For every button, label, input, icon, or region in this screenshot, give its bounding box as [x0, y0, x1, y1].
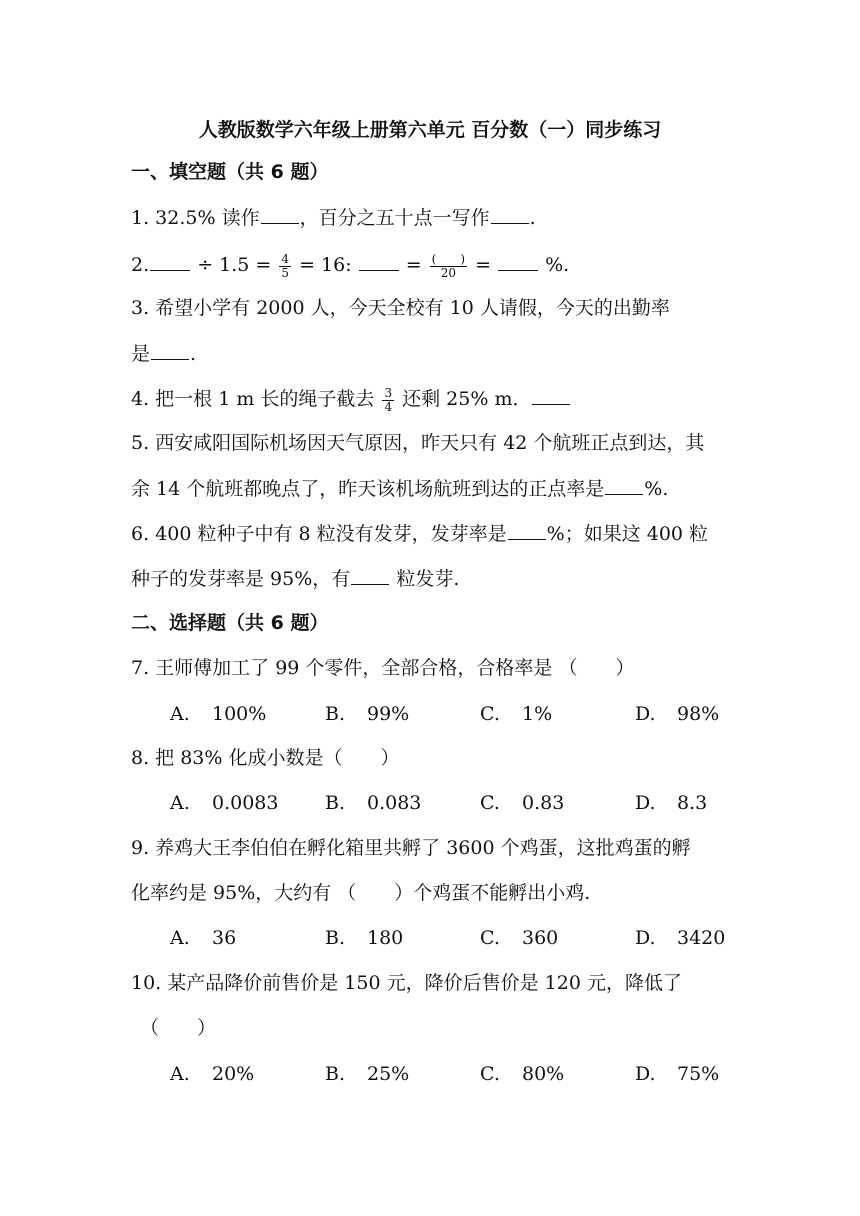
question-2 [131, 252, 569, 280]
option-value: 0.083 [367, 792, 422, 814]
question-6-text-d: 粒发芽. [390, 568, 460, 590]
question-2-text-a: 2. [131, 254, 150, 276]
option-d[interactable] [635, 791, 707, 815]
option-value: 36 [212, 927, 237, 949]
question-3-text-a: 3. 希望小学有 2000 人，今天全校有 10 人请假，今天的出勤率 [131, 297, 670, 319]
section-heading-fill-blank: 一、填空题（共 6 题） [131, 161, 329, 183]
question-3-line-2 [131, 341, 196, 366]
option-c[interactable] [480, 702, 552, 726]
option-value: 75% [677, 1063, 720, 1085]
option-letter: D. [635, 703, 656, 725]
question-6 [131, 521, 708, 546]
option-d[interactable] [635, 702, 719, 726]
answer-blank[interactable] [261, 205, 299, 224]
option-value: 1% [522, 703, 553, 725]
option-letter: A. [170, 1063, 190, 1085]
option-value: 0.0083 [212, 792, 279, 814]
question-2-text-f: %. [545, 254, 570, 276]
question-4 [131, 386, 571, 414]
option-value: 98% [677, 703, 720, 725]
question-9: 9. 养鸡大王李伯伯在孵化箱里共孵了 3600 个鸡蛋，这批鸡蛋的孵 [131, 837, 691, 859]
option-value: 3420 [677, 927, 726, 949]
section-heading-multiple-choice: 二、选择题（共 6 题） [131, 612, 329, 634]
option-a[interactable] [170, 791, 278, 815]
question-6-text-b: %；如果这 400 粒 [546, 523, 709, 545]
answer-blank[interactable] [532, 386, 570, 405]
option-a[interactable] [170, 702, 266, 726]
option-c[interactable] [480, 791, 564, 815]
option-value: 0.83 [522, 792, 565, 814]
option-value: 360 [522, 927, 559, 949]
question-7: 7. 王师傅加工了 99 个零件，全部合格，合格率是 （ ） [131, 657, 635, 679]
fraction-denominator: 5 [281, 265, 290, 280]
fraction-denominator: 20 [440, 265, 456, 280]
question-10-line-2: （ ） [140, 1017, 217, 1039]
question-9-line-2: 化率约是 95%，大约有 （ ）个鸡蛋不能孵出小鸡. [131, 882, 591, 904]
fraction-denominator: 4 [384, 399, 393, 414]
option-b[interactable] [325, 1062, 409, 1086]
option-letter: B. [325, 1063, 346, 1085]
option-b[interactable] [325, 791, 421, 815]
question-2-text-e: = [475, 254, 491, 276]
fraction-numerator: 4 [281, 251, 290, 266]
answer-blank[interactable] [508, 521, 546, 540]
question-1-text-c: . [529, 207, 536, 229]
question-5-text-b: 余 14 个航班都晚点了，昨天该机场航班到达的正点率是 [131, 478, 605, 500]
option-letter: A. [170, 792, 190, 814]
option-letter: C. [480, 1063, 500, 1085]
option-d[interactable] [635, 926, 725, 950]
option-b[interactable] [325, 702, 409, 726]
option-value: 100% [212, 703, 267, 725]
option-value: 8.3 [677, 792, 708, 814]
option-value: 99% [367, 703, 410, 725]
fraction-numerator: 3 [384, 385, 393, 400]
question-6-text-a: 6. 400 粒种子中有 8 粒没有发芽，发芽率是 [131, 523, 507, 545]
question-2-text-d: = [405, 254, 422, 276]
question-1-text-a: 1. 32.5% 读作 [131, 207, 260, 229]
question-1 [131, 205, 536, 230]
option-letter: C. [480, 703, 500, 725]
fraction [279, 253, 291, 280]
answer-blank[interactable] [351, 566, 389, 585]
question-4-text-b: 还剩 25% m． [402, 388, 532, 410]
question-10: 10. 某产品降价前售价是 150 元，降价后售价是 120 元，降低了 [131, 972, 682, 994]
question-6-line-2 [131, 566, 459, 591]
fraction-numerator: ( ) [431, 251, 466, 266]
option-value: 180 [367, 927, 404, 949]
question-3 [131, 296, 670, 320]
option-c[interactable] [480, 926, 558, 950]
question-6-text-c: 种子的发芽率是 95%，有 [131, 568, 351, 590]
question-1-text-b: ，百分之五十点一写作 [299, 207, 490, 229]
fraction [430, 253, 467, 280]
option-letter: C. [480, 792, 500, 814]
option-letter: D. [635, 927, 656, 949]
option-c[interactable] [480, 1062, 564, 1086]
question-8: 8. 把 83% 化成小数是（ ） [131, 747, 400, 769]
question-5 [131, 431, 704, 455]
option-letter: A. [170, 927, 190, 949]
option-letter: D. [635, 1063, 656, 1085]
option-letter: B. [325, 927, 346, 949]
option-letter: C. [480, 927, 500, 949]
answer-blank[interactable] [151, 341, 189, 360]
question-2-text-c: = 16: [299, 254, 358, 276]
page-title: 人教版数学六年级上册第六单元 百分数（一）同步练习 [198, 119, 662, 141]
option-letter: A. [170, 703, 190, 725]
option-letter: B. [325, 792, 346, 814]
option-b[interactable] [325, 926, 403, 950]
option-value: 80% [522, 1063, 565, 1085]
question-5-text-c: %. [644, 478, 669, 500]
option-a[interactable] [170, 1062, 254, 1086]
answer-blank[interactable] [150, 252, 190, 271]
answer-blank[interactable] [498, 252, 538, 271]
answer-blank[interactable] [359, 252, 399, 271]
question-3-text-b: 是 [131, 343, 151, 365]
question-4-text-a: 4. 把一根 1 m 长的绳子截去 [131, 388, 375, 410]
question-3-text-c: . [190, 343, 197, 365]
option-letter: D. [635, 792, 656, 814]
option-a[interactable] [170, 926, 236, 950]
question-5-text-a: 5. 西安咸阳国际机场因天气原因，昨天只有 42 个航班正点到达，其 [131, 432, 705, 454]
fraction [382, 387, 394, 414]
answer-blank[interactable] [605, 476, 643, 495]
question-5-line-2 [131, 476, 668, 501]
option-letter: B. [325, 703, 346, 725]
option-value: 20% [212, 1063, 255, 1085]
option-d[interactable] [635, 1062, 719, 1086]
answer-blank[interactable] [491, 205, 529, 224]
question-2-text-b: ÷ 1.5 = [197, 254, 272, 276]
option-value: 25% [367, 1063, 410, 1085]
